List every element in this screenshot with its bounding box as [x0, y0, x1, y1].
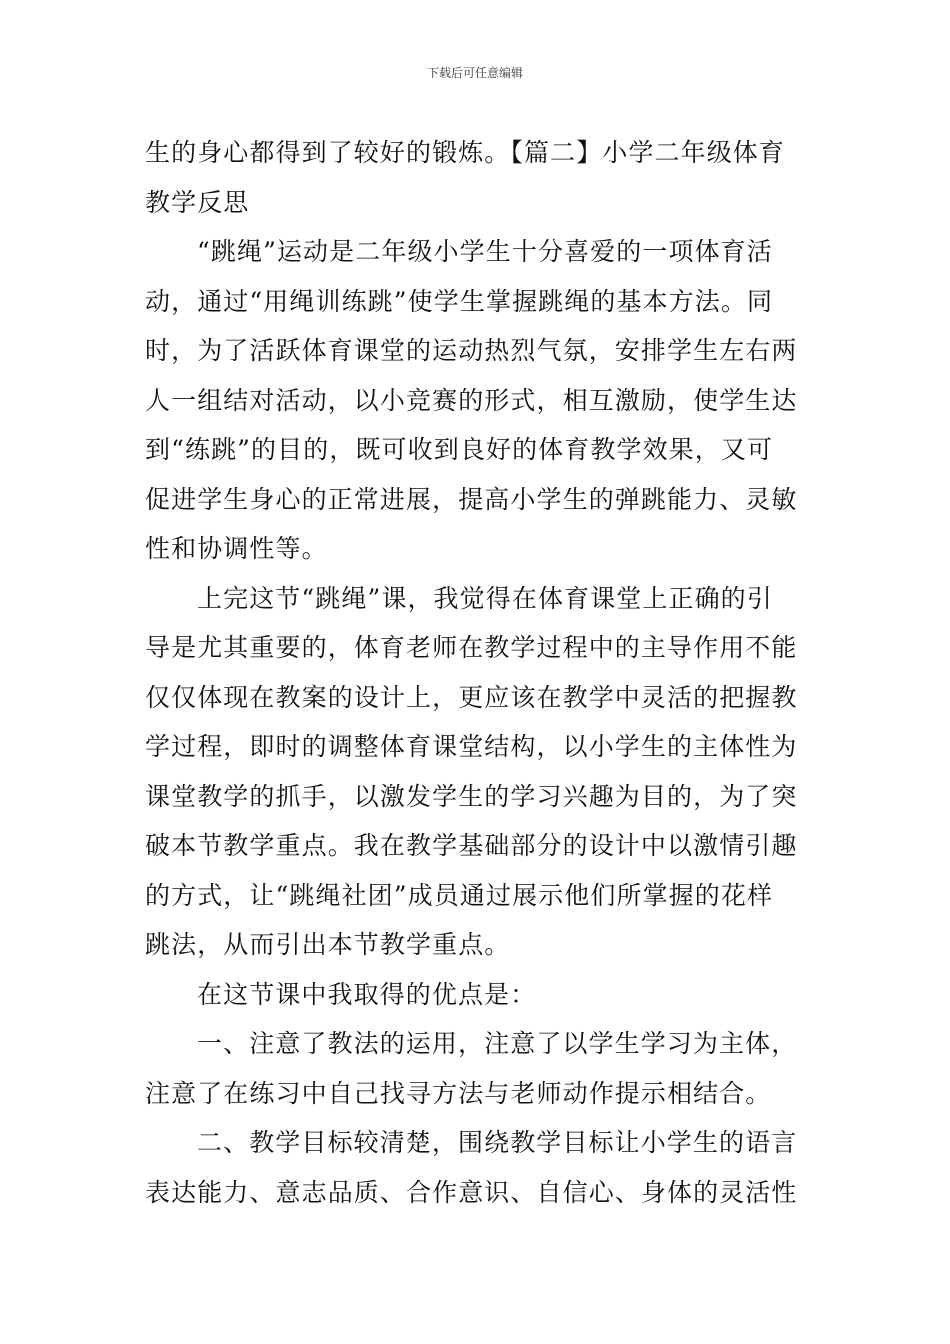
text-line: 生的身心都得到了较好的锻炼。【篇二】小学二年级体育: [145, 138, 786, 167]
text-line: 的方式，让“跳绳社团”成员通过展示他们所掌握的花样: [145, 880, 774, 910]
text-line: 上完这节“跳绳”课，我觉得在体育课堂上正确的引: [197, 583, 773, 613]
paragraph: [145, 1019, 807, 1118]
text-line: 学过程，即时的调整体育课堂结构，以小学生的主体性为: [145, 732, 798, 761]
text-line: 表达能力、意志品质、合作意识、自信心、身体的灵活性: [145, 1177, 798, 1207]
text-line: 动，通过“用绳训练跳”使学生掌握跳绳的基本方法。同: [145, 286, 774, 316]
text-line: 人一组结对活动，以小竞赛的形式，相互激励，使学生达: [145, 385, 798, 415]
text-line: 一、注意了教法的运用，注意了以学生学习为主体，: [197, 1029, 798, 1058]
text-line: 跳法，从而引出本节教学重点。: [145, 930, 511, 959]
paragraph: [145, 574, 807, 970]
text-line: 二、教学目标较清楚，围绕教学目标让小学生的语言: [197, 1128, 798, 1157]
text-line: 时，为了活跃体育课堂的运动热烈气氛，安排学生左右两: [145, 336, 798, 365]
text-line: 仅仅体现在教案的设计上，更应该在教学中灵活的把握教: [145, 682, 798, 712]
text-line: 课堂教学的抓手，以激发学生的学习兴趣为目的，为了突: [145, 781, 798, 811]
text-line: 导是尤其重要的，体育老师在教学过程中的主导作用不能: [145, 633, 798, 662]
text-line: 教学反思: [145, 187, 250, 217]
page-header-note: 下载后可任意编辑: [426, 66, 523, 80]
paragraph: [145, 1118, 807, 1217]
text-line: 性和协调性等。: [145, 534, 328, 563]
text-line: 到“练跳”的目的，既可收到良好的体育教学效果，又可: [145, 435, 774, 464]
text-line: 注意了在练习中自己找寻方法与老师动作提示相结合。: [145, 1078, 772, 1108]
text-line: 在这节课中我取得的优点是：: [197, 979, 537, 1009]
paragraph: [145, 227, 807, 574]
paragraph: [145, 970, 807, 1020]
text-line: 促进学生身心的正常进展，提高小学生的弹跳能力、灵敏: [145, 484, 798, 514]
document-body: [145, 128, 807, 1217]
text-line: 破本节教学重点。我在教学基础部分的设计中以激情引趣: [145, 831, 798, 860]
text-line: “跳绳”运动是二年级小学生十分喜爱的一项体育活: [197, 237, 773, 266]
paragraph: [145, 128, 807, 227]
